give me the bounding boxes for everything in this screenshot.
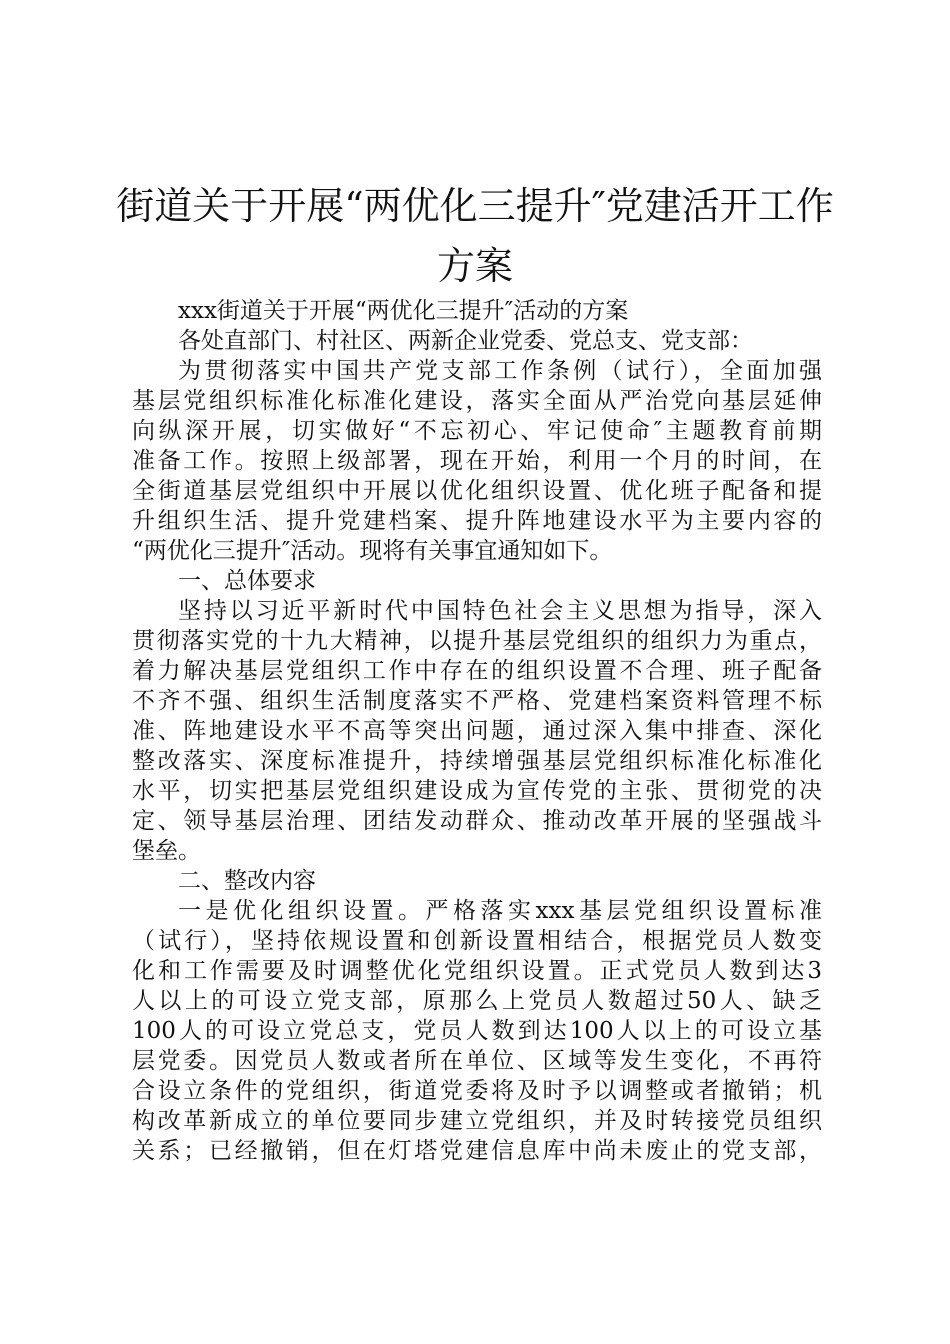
document-text-line: 化和工作需要及时调整优化党组织设置。正式党员人数到达3 — [132, 958, 822, 984]
document-text-line: 定、领导基层治理、团结发动群众、推动改革开展的坚强战斗 — [132, 808, 822, 834]
document-text-line: 层党委。因党员人数或者所在单位、区域等发生变化，不再符 — [132, 1048, 822, 1074]
document-text-line: 水平，切实把基层党组织建设成为宣传党的主张、贯彻党的决 — [132, 778, 822, 804]
document-text-line: 为贯彻落实中国共产党支部工作条例（试行），全面加强 — [178, 358, 822, 384]
document-text-line: 向纵深开展，切实做好“不忘初心、牢记使命″主题教育前期 — [132, 418, 822, 444]
document-text-line: 全街道基层党组织中开展以优化组织设置、优化班子配备和提 — [132, 478, 822, 504]
document-text-line: 坚持以习近平新时代中国特色社会主义思想为指导，深入 — [178, 598, 822, 624]
document-text-line: 合设立条件的党组织，街道党委将及时予以调整或者撤销；机 — [132, 1078, 822, 1104]
document-text-line: 一是优化组织设置。严格落实xxx基层党组织设置标准 — [178, 898, 822, 924]
document-title-line-1: 街道关于开展“两优化三提升″党建活开工作 — [116, 184, 834, 228]
document-text-line: 关系；已经撤销，但在灯塔党建信息库中尚未废止的党支部， — [132, 1138, 822, 1164]
document-text-line: 构改革新成立的单位要同步建立党组织，并及时转接党员组织 — [132, 1108, 822, 1134]
document-text-line: 贯彻落实党的十九大精神，以提升基层党组织的组织力为重点， — [132, 628, 822, 654]
document-text-line: 一、总体要求 — [178, 568, 316, 594]
document-text-line: 着力解决基层党组织工作中存在的组织设置不合理、班子配备 — [132, 658, 822, 684]
document-text-line: 二、整改内容 — [178, 868, 316, 894]
document-text-line: 人以上的可设立党支部，原那么上党员人数超过50人、缺乏 — [132, 988, 822, 1014]
document-text-line: 整改落实、深度标准提升，持续增强基层党组织标准化标准化 — [132, 748, 822, 774]
document-text-line: 不齐不强、组织生活制度落实不严格、党建档案资料管理不标 — [132, 688, 822, 714]
document-text-line: 100人的可设立党总支，党员人数到达100人以上的可设立基 — [132, 1018, 822, 1044]
document-body — [132, 296, 822, 1166]
document-text-line: 准、阵地建设水平不高等突出问题，通过深入集中排查、深化 — [132, 718, 822, 744]
document-text-line: 升组织生活、提升党建档案、提升阵地建设水平为主要内容的 — [132, 508, 822, 534]
document-text-line: （试行），坚持依规设置和创新设置相结合，根据党员人数变 — [132, 928, 822, 954]
document-text-line: 各处直部门、村社区、两新企业党委、党总支、党支部： — [178, 328, 753, 354]
document-text-line: 准备工作。按照上级部署，现在开始，利用一个月的时间，在 — [132, 448, 822, 474]
document-text-line: 基层党组织标准化标准化建设，落实全面从严治党向基层延伸 — [132, 388, 822, 414]
document-title-line-2: 方案 — [436, 244, 513, 288]
document-text-line: 堡垒。 — [132, 838, 201, 864]
document-text-line: xxx街道关于开展“两优化三提升″活动的方案 — [178, 298, 629, 324]
document-text-line: “两优化三提升″活动。现将有关事宜通知如下。 — [132, 538, 613, 564]
document-title — [100, 176, 850, 296]
